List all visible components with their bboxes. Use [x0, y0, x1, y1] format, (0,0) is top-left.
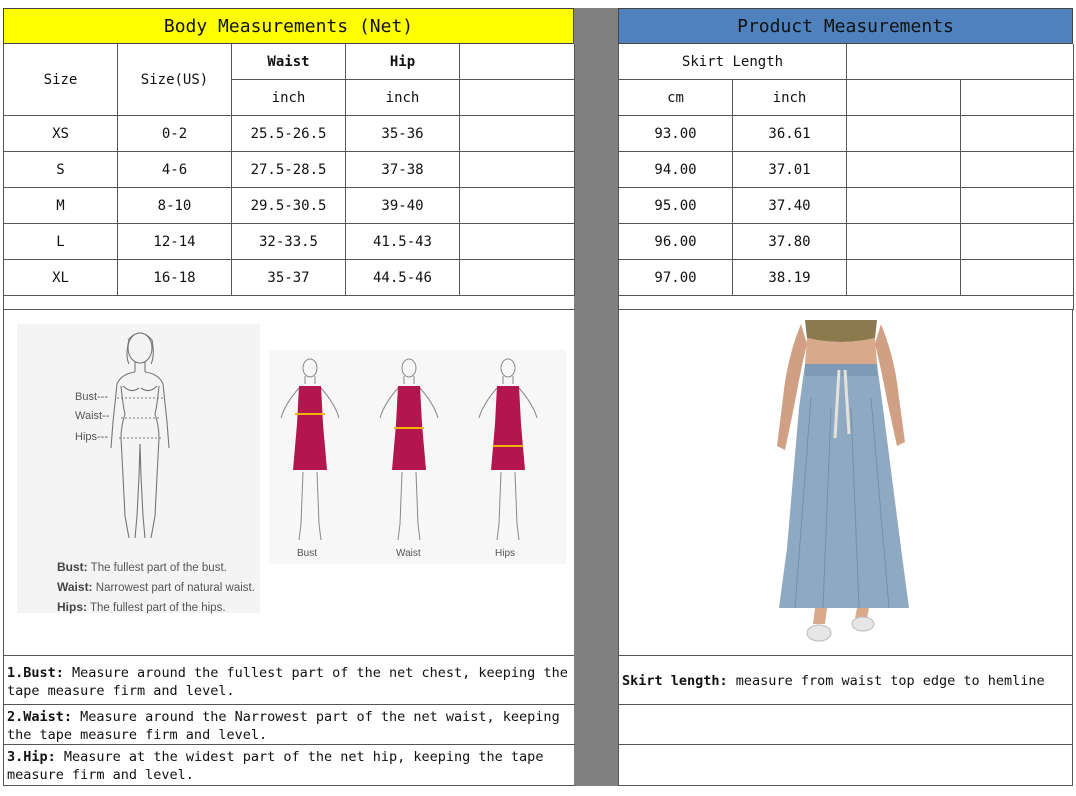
- note-bust: [4, 656, 575, 705]
- note-waist: [4, 705, 575, 745]
- row-inch-value: 37.80: [768, 233, 811, 250]
- legend-waist: [57, 578, 257, 598]
- product-cell-empty: [847, 188, 961, 224]
- body-outline-figure: [95, 326, 185, 546]
- note-hip-text: Measure at the widest part of the net hip, keeping the tape measure firm and level.: [7, 749, 544, 783]
- note-hip-term: 3.Hip:: [7, 749, 56, 765]
- col-hip: [346, 44, 460, 80]
- row-hip-value: 39-40: [381, 197, 424, 214]
- col-empty-2: [460, 80, 575, 116]
- row-cm-value: 97.00: [654, 269, 697, 286]
- col-inch: [733, 80, 847, 116]
- product-cell-cm: [619, 188, 733, 224]
- body-spacer-row: [4, 296, 575, 310]
- product-cell-inch: [733, 224, 847, 260]
- product-cell-empty: [961, 224, 1074, 260]
- col-cm: [619, 80, 733, 116]
- legend-waist-text: Narrowest part of natural waist.: [95, 582, 255, 594]
- row-waist-value: 25.5-26.5: [250, 125, 327, 142]
- measurement-guide-panel: [3, 310, 574, 656]
- col-product-empty-3: [961, 80, 1074, 116]
- note-empty-2: [619, 745, 1072, 786]
- row-us-value: 0-2: [161, 125, 188, 142]
- product-header-text: Product Measurements: [737, 15, 954, 37]
- row-us-value: 12-14: [153, 233, 196, 250]
- product-cell-empty: [847, 224, 961, 260]
- legend-hips-term: Hips:: [57, 600, 87, 614]
- product-cell-empty: [847, 260, 961, 296]
- row-waist-value: 29.5-30.5: [250, 197, 327, 214]
- row-cm-value: 95.00: [654, 197, 697, 214]
- row-inch-value: 36.61: [768, 125, 811, 142]
- row-cm-value: 96.00: [654, 233, 697, 250]
- legend-hips-text: The fullest part of the hips.: [90, 602, 226, 614]
- note-waist-text: Measure around the Narrowest part of the net waist, keeping the tape measure firm and level.: [7, 709, 560, 743]
- note-waist-term: 2.Waist:: [7, 709, 73, 725]
- row-size-value: L: [56, 233, 65, 250]
- product-cell-cm: [619, 260, 733, 296]
- body-cell-empty: [460, 260, 575, 296]
- row-us-value: 8-10: [157, 197, 192, 214]
- body-cell-waist: [232, 152, 346, 188]
- body-header-text: Body Measurements (Net): [163, 15, 414, 37]
- body-cell-waist: [232, 224, 346, 260]
- body-cell-empty: [460, 188, 575, 224]
- waist-label: Waist--: [75, 410, 110, 422]
- note-skirt-term: Skirt length:: [622, 673, 728, 689]
- dress-caption-hips: Hips: [495, 548, 516, 559]
- cm-label: cm: [667, 89, 684, 106]
- col-size-us-label: Size(US): [140, 71, 209, 88]
- col-waist-unit: [232, 80, 346, 116]
- col-waist: [232, 44, 346, 80]
- row-size-value: XS: [52, 125, 69, 142]
- body-cell-us: [118, 152, 232, 188]
- body-cell-size: [4, 224, 118, 260]
- body-cell-waist: [232, 260, 346, 296]
- product-cell-cm: [619, 224, 733, 260]
- body-table: [3, 44, 574, 310]
- body-cell-hip: [346, 188, 460, 224]
- body-cell-waist: [232, 116, 346, 152]
- legend-bust-text: The fullest part of the bust.: [90, 562, 227, 574]
- denim-skirt-photo: [765, 318, 915, 653]
- product-cell-empty: [961, 152, 1074, 188]
- col-size-label: Size: [43, 71, 78, 88]
- body-cell-empty: [460, 224, 575, 260]
- product-spacer-row: [619, 296, 1074, 310]
- product-cell-empty: [847, 152, 961, 188]
- product-cell-cm: [619, 116, 733, 152]
- bust-label: Bust---: [75, 391, 108, 403]
- measurement-legend: [57, 558, 257, 618]
- product-cell-empty: [847, 116, 961, 152]
- product-cell-inch: [733, 152, 847, 188]
- legend-hips: [57, 598, 257, 618]
- body-cell-us: [118, 260, 232, 296]
- col-hip-label: Hip: [389, 53, 416, 70]
- body-figure-card: [17, 324, 260, 613]
- product-cell-empty: [961, 260, 1074, 296]
- divider-column: [574, 8, 618, 786]
- body-cell-empty: [460, 152, 575, 188]
- row-us-value: 4-6: [161, 161, 188, 178]
- row-cm-value: 94.00: [654, 161, 697, 178]
- dress-caption-waist: Waist: [396, 548, 421, 559]
- note-empty-1: [619, 705, 1072, 745]
- product-cell-inch: [733, 260, 847, 296]
- skirt-length-label: Skirt Length: [681, 53, 784, 70]
- body-cell-size: [4, 152, 118, 188]
- body-cell-size: [4, 260, 118, 296]
- product-cell-inch: [733, 116, 847, 152]
- notes-left: [3, 656, 574, 786]
- col-hip-unit: [346, 80, 460, 116]
- col-waist-label: Waist: [267, 53, 310, 70]
- product-cell-cm: [619, 152, 733, 188]
- body-cell-hip: [346, 260, 460, 296]
- product-cell-empty: [961, 116, 1074, 152]
- body-cell-size: [4, 188, 118, 224]
- dress-figure-hips: [473, 354, 543, 544]
- col-product-empty-2: [847, 80, 961, 116]
- note-skirt-length: [619, 656, 1072, 705]
- note-bust-term: 1.Bust:: [7, 665, 64, 681]
- body-cell-size: [4, 116, 118, 152]
- body-cell-empty: [460, 116, 575, 152]
- product-cell-inch: [733, 188, 847, 224]
- row-size-value: S: [56, 161, 65, 178]
- body-cell-hip: [346, 152, 460, 188]
- row-hip-value: 41.5-43: [372, 233, 432, 250]
- note-hip: [4, 745, 575, 786]
- body-cell-waist: [232, 188, 346, 224]
- col-size-us: [118, 44, 232, 116]
- legend-bust-term: Bust:: [57, 560, 88, 574]
- row-size-value: XL: [52, 269, 69, 286]
- body-cell-us: [118, 224, 232, 260]
- body-cell-hip: [346, 116, 460, 152]
- row-waist-value: 35-37: [267, 269, 310, 286]
- row-inch-value: 37.01: [768, 161, 811, 178]
- col-empty-1: [460, 44, 575, 80]
- row-hip-value: 37-38: [381, 161, 424, 178]
- notes-right: [618, 656, 1073, 786]
- product-photo-panel: [618, 310, 1073, 656]
- row-hip-value: 35-36: [381, 125, 424, 142]
- hip-unit-label: inch: [385, 89, 420, 106]
- legend-bust: [57, 558, 257, 578]
- row-waist-value: 32-33.5: [258, 233, 318, 250]
- body-measurements-header: [3, 8, 574, 44]
- row-inch-value: 37.40: [768, 197, 811, 214]
- row-hip-value: 44.5-46: [372, 269, 432, 286]
- dress-figures-card: [269, 350, 566, 564]
- dress-figure-bust: [275, 354, 345, 544]
- legend-waist-term: Waist:: [57, 580, 93, 594]
- waist-unit-label: inch: [271, 89, 306, 106]
- row-inch-value: 38.19: [768, 269, 811, 286]
- col-skirt-length: [619, 44, 847, 80]
- hips-label: Hips---: [75, 431, 108, 443]
- row-waist-value: 27.5-28.5: [250, 161, 327, 178]
- dress-figure-waist: [374, 354, 444, 544]
- row-cm-value: 93.00: [654, 125, 697, 142]
- product-table: [618, 44, 1073, 310]
- body-cell-hip: [346, 224, 460, 260]
- note-skirt-text: measure from waist top edge to hemline: [727, 673, 1045, 689]
- body-cell-us: [118, 116, 232, 152]
- product-measurements-header: [618, 8, 1073, 44]
- row-us-value: 16-18: [153, 269, 196, 286]
- col-size: [4, 44, 118, 116]
- body-cell-us: [118, 188, 232, 224]
- inch-label: inch: [772, 89, 807, 106]
- note-bust-text: Measure around the fullest part of the net chest, keeping the tape measure firm and level.: [7, 665, 568, 699]
- product-cell-empty: [961, 188, 1074, 224]
- dress-caption-bust: Bust: [297, 548, 318, 559]
- col-product-empty-1: [847, 44, 1074, 80]
- row-size-value: M: [56, 197, 65, 214]
